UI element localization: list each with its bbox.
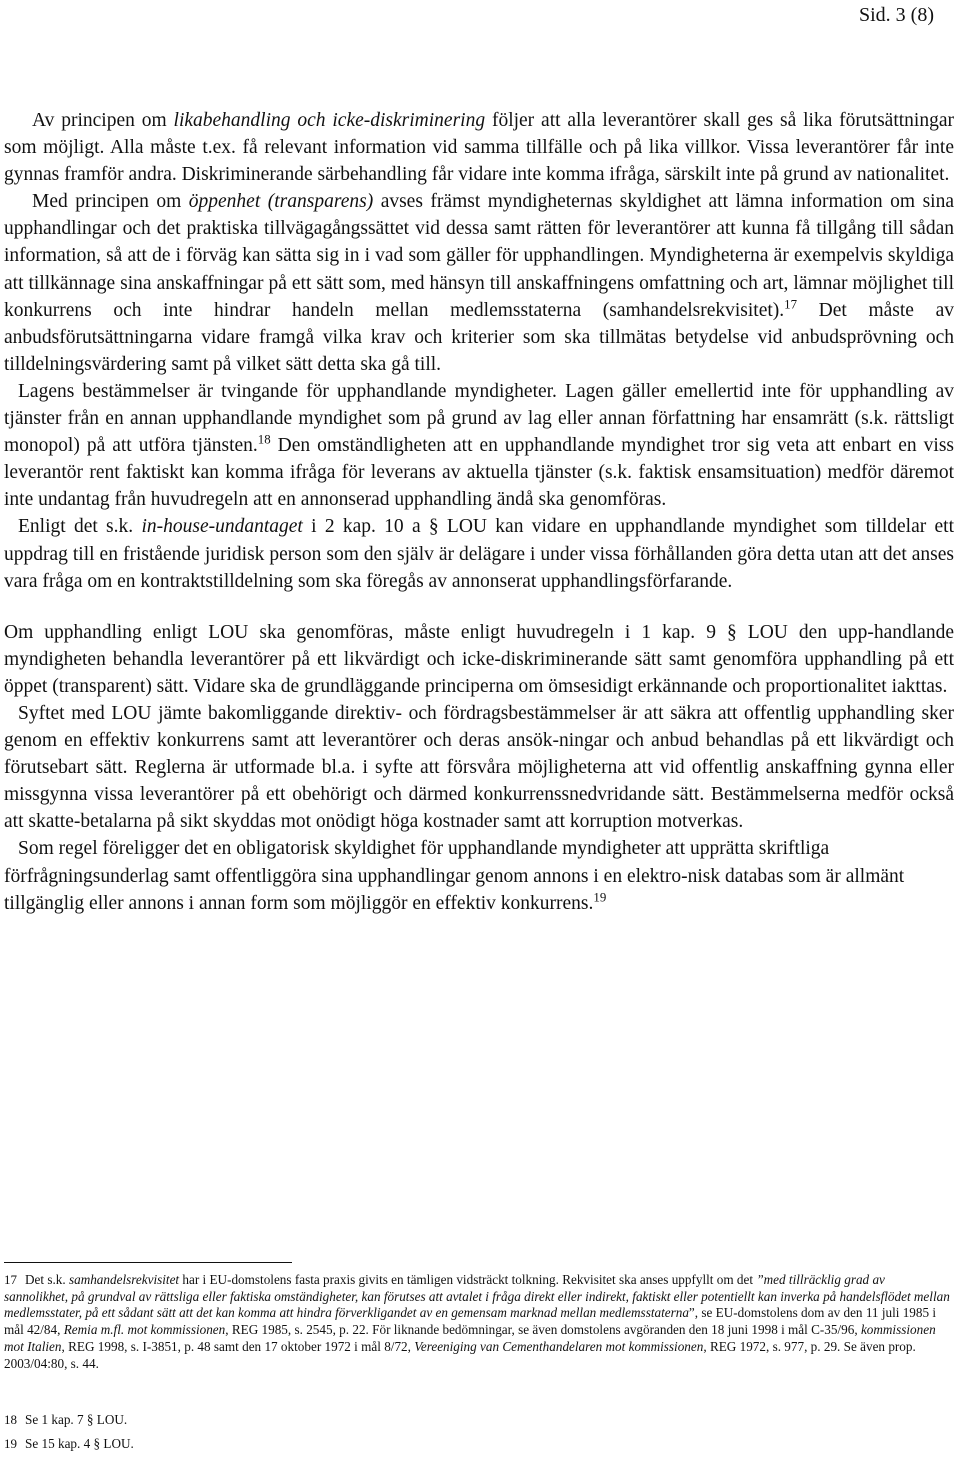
text: Det måste av anbudsförutsättningarna vidare framgå vilka krav och kriterier som ska tillmätas betydelse vid anbudsprövning och tilldelningsvärdering samt på vilket sätt detta ska gå till. bbox=[4, 299, 955, 375]
footnote-ref-17[interactable]: 17 bbox=[784, 297, 798, 312]
text: Lagens bestämmelser är tvingande för upphandlande myndigheter. Lagen gäller emellertid inte för upphandling av tjänster från en annan upphandlande myndighet som på grund av lag eller annan författning har ensamrätt (s.k. rättsligt monopol) på att utföra tjänsten. bbox=[4, 380, 954, 457]
emphasis: likabehandling och icke-diskriminering bbox=[173, 110, 486, 131]
text: Med principen om bbox=[32, 191, 189, 213]
text: Enligt det s.k. bbox=[18, 516, 142, 538]
paragraph-gap bbox=[4, 595, 954, 619]
paragraph-likabehandling bbox=[4, 107, 954, 188]
footnote-19 bbox=[4, 1436, 134, 1452]
emphasis: Vereeniging van Cementhandelaren mot kommissionen bbox=[414, 1338, 704, 1354]
document-body bbox=[4, 107, 954, 917]
emphasis: Remia m.fl. mot kommissionen bbox=[63, 1322, 226, 1338]
footnote-number: 18 bbox=[4, 1412, 17, 1427]
footnote-ref-19[interactable]: 19 bbox=[593, 890, 607, 905]
footnote-number: 19 bbox=[4, 1436, 17, 1451]
emphasis: öppenhet (transparens) bbox=[188, 191, 374, 213]
footnote-18 bbox=[4, 1412, 127, 1428]
text: , REG 1985, s. 2545, p. 22. För liknande bedömningar, se även domstolens avgöranden den 18 juni 1998 i mål C-35/96, bbox=[225, 1322, 861, 1338]
emphasis: samhandelsrekvisitet bbox=[68, 1272, 180, 1287]
paragraph-oppenhet bbox=[4, 188, 954, 378]
footnote-ref-18[interactable]: 18 bbox=[257, 432, 271, 447]
text: avses främst myndigheternas skyldighet att lämna information om sina upphandlingar och det praktiska tillvägagångssättet vid dessa samt rätten för leverantörer att kunna få tillgång till sådan information, så att de i förväg kan sätta sig in i vad som gäller för upphandlingen. Myndigheterna är exempelvis skyldiga att tillkännage sina anskaffningar på ett sätt som, med hänsyn till anskaffningens omfattning och art, lämnar möjlighet till konkurrens och inte hindrar handeln mellan medlemsstaterna (samhandelsrekvisitet). bbox=[4, 191, 954, 321]
text: Av principen om bbox=[32, 110, 174, 131]
paragraph-in-house bbox=[4, 513, 954, 594]
text: , REG 1998, s. I-3851, p. 48 samt den 17 oktober 1972 i mål 8/72, bbox=[61, 1338, 415, 1354]
text: , REG 1972, s. 977, p. 29. Se även prop. 2003/04:80, s. 44. bbox=[4, 1338, 916, 1371]
text: i 2 kap. 10 a § LOU kan vidare en upphandlande myndighet som tilldelar ett uppdrag till en fristående juridisk person som den själv är delägare i under vissa förhållanden göra detta utan att det anses vara fråga om en kontraktstilldelning som ska föregås av annonserat upphandlingsförfarande. bbox=[4, 516, 955, 592]
footnote-number: 17 bbox=[4, 1272, 17, 1287]
paragraph-huvudregeln: Om upphandling enligt LOU ska genomföras, måste enligt huvudregeln i 1 kap. 9 § LOU den upp-handlande myndigheten behandla leverantörer på ett likvärdigt och icke-diskriminerande sätt samt genomföra upphandling på ett öppet (transparent) sätt. Vidare ska de grundläggande principerna om ömsesidigt erkännande och proportionalitet iakttas. bbox=[4, 621, 954, 697]
paragraph-tvingande bbox=[4, 378, 954, 513]
text: ”, se EU-domstolens dom av den 11 juli 1985 i mål 42/84, bbox=[4, 1305, 937, 1338]
text: Se 15 kap. 4 § LOU. bbox=[25, 1436, 134, 1451]
page-number: Sid. 3 (8) bbox=[859, 4, 934, 26]
paragraph-syftet: Syftet med LOU jämte bakomliggande direktiv- och fördragsbestämmelser är att säkra att offentlig upphandling sker genom en effektiv konkurrens samt att leverantörer och deras ansök-ningar och anbud behandlas på ett likvärdigt och förutsebart sätt. Reglerna är utformade bl.a. i syfte att försvåra möjligheterna att vid offentlig anskaffning gynna eller missgynna vissa leverantörer på ett obehörigt och därmed konkurrenssnedvridande sätt. Bestämmelserna medför också att skatte-betalarna på sikt skyddas mot onödigt höga kostnader samt att korruption motverkas. bbox=[4, 702, 954, 833]
footnote-17 bbox=[4, 1272, 952, 1372]
text: Den omständligheten att en upphandlande myndighet tror sig veta att enbart en viss leverantör rent faktiskt kan komma ifråga för leverans av aktuella tjänster (s.k. faktisk ensamsituation) medför däremot inte undantag från huvudregeln att en annonserad upphandling ändå ska genomföras. bbox=[4, 435, 955, 511]
emphasis: ”med tillräcklig grad av sannolikhet, på grundval av rättsliga eller faktiska omständigheter, kan förutses att avtalet i fråga direkt eller indirekt, faktiskt eller potentiellt kan inverka på handelsflödet mellan medlemsstater, på ett sådant sätt att det kan komma att hindra förverkligandet av en gemensam marknad mellan medlemsstaterna bbox=[4, 1272, 950, 1321]
footnote-separator bbox=[4, 1262, 292, 1263]
text: Se 1 kap. 7 § LOU. bbox=[25, 1412, 128, 1427]
emphasis: in-house-undantaget bbox=[141, 516, 303, 538]
text: Som regel föreligger det en obligatorisk skyldighet för upphandlande myndigheter att upprätta skriftliga förfrågningsunderlag samt offentliggöra sina upphandlingar genom annons i en elektro-nisk databas som är allmänt tillgänglig eller annons i annan form som möjliggör en effektiv konkurrens. bbox=[4, 838, 905, 914]
text: Det s.k. bbox=[25, 1272, 69, 1287]
emphasis: kommissionen mot Italien bbox=[4, 1322, 936, 1354]
text: följer att alla leverantörer skall ges så lika förutsättningar som möjligt. Alla måste t.ex. få relevant information vid samma tillfälle och på lika villkor. Vissa leverantörer får inte gynnas framför andra. Diskriminerande särbehandling får vidare inte komma ifråga, särskilt inte på grund av nationalitet. bbox=[4, 110, 954, 186]
text: har i EU-domstolens fasta praxis givits en tämligen vidsträckt tolkning. Rekvisitet ska anses uppfyllt om det bbox=[179, 1272, 757, 1287]
paragraph-forfragningsunderlag bbox=[4, 835, 954, 916]
